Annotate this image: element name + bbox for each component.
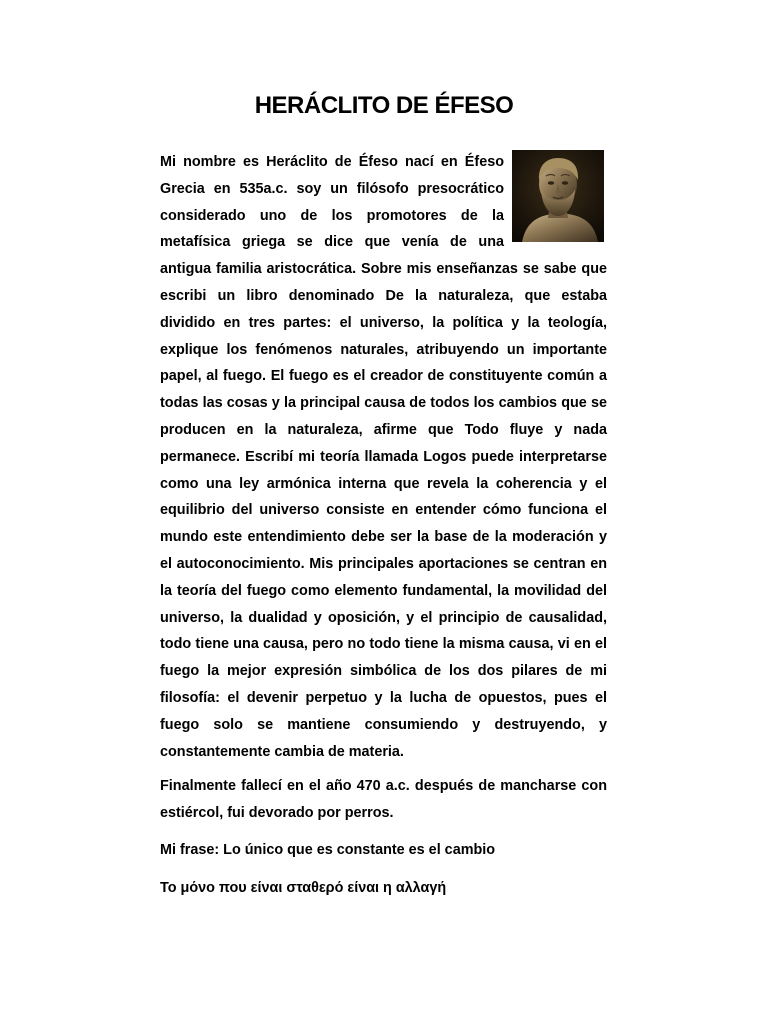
paragraph-biography: Mi nombre es Heráclito de Éfeso nací en Éfeso Grecia en 535a.c. soy un filósofo presocrático considerado uno de los promotores de la metafísica griega se dice que venía de una antigua familia aristocrática. Sobre mis enseñanzas se sabe que escribi un libro denominado De la naturaleza, que estaba dividido en tres partes: el universo, la política y la teología, explique los fenómenos naturales, atribuyendo un importante papel, al fuego. El fuego es el creador de constituyente común a todas las cosas y la principal causa de todos los cambios que se producen en la naturaleza, afirme que Todo fluye y nada permanece. Escribí mi teoría llamada Logos puede interpretarse como una ley armónica interna que revela la coherencia y el equilibrio del universo consiste en entender cómo funciona el mundo este entendimiento debe ser la base de la moderación y el autoconocimiento. Mis principales aportaciones se centran en la teoría del fuego como elemento fundamental, la movilidad del universo, la dualidad y oposición, y el principio de causalidad, todo tiene una causa, pero no todo tiene la misma causa, vi en el fuego la mejor expresión simbólica de los dos pilares de mi filosofía: el devenir perpetuo y la lucha de opuestos, pues el fuego solo se mantiene consumiendo y destruyendo, y constantemente cambia de materia. [160,154,607,760]
page-title: HERÁCLITO DE ÉFESO [254,92,514,119]
portrait-container [512,150,607,246]
paragraph-quote-spanish: Mi frase: Lo único que es constante es el cambio [160,841,496,858]
heraclitus-bust-icon [512,150,604,242]
paragraph-quote-greek: Το μόνο που είναι σταθερό είναι η αλλαγή [160,879,447,896]
paragraph-death: Finalmente fallecí en el año 470 a.c. después de mancharse con estiércol, fui devorado por perros. [160,778,607,822]
document-body [160,149,607,902]
